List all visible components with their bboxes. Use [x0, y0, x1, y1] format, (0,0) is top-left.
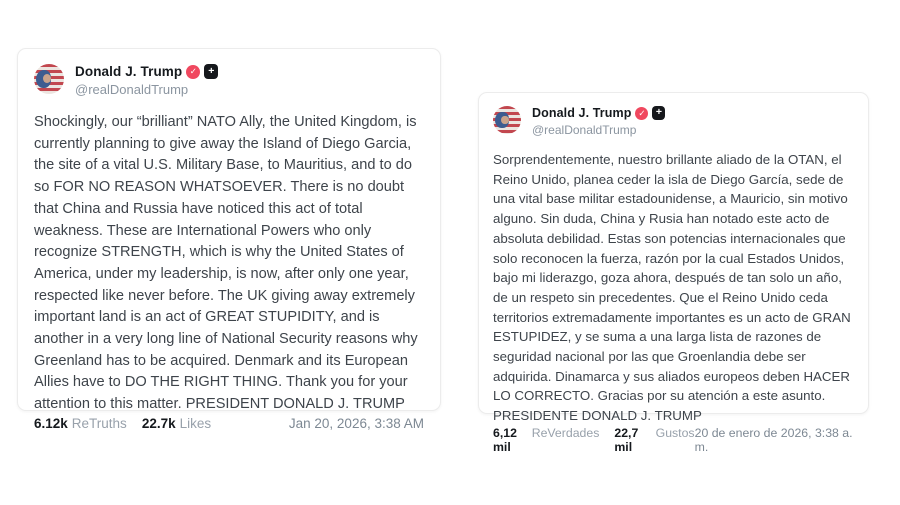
retruths-stat[interactable] [34, 416, 127, 431]
reverdades-count: 6,12 mil [493, 425, 517, 454]
reverdades-label: ReVerdades [531, 425, 600, 440]
post-timestamp[interactable]: Jan 20, 2026, 3:38 AM [288, 415, 424, 431]
post-header [493, 106, 854, 137]
retruths-label: ReTruths [71, 415, 127, 431]
author-handle[interactable]: @realDonaldTrump [75, 82, 189, 97]
author-handle[interactable]: @realDonaldTrump [532, 123, 637, 137]
author-name[interactable]: Donald J. Trump [532, 106, 632, 120]
likes-count: 22.7k [141, 415, 176, 431]
author-name[interactable]: Donald J. Trump [75, 64, 183, 79]
plus-badge-icon: + [204, 64, 218, 79]
avatar[interactable] [493, 106, 521, 134]
post-timestamp[interactable]: 20 de enero de 2026, 3:38 a. m. [694, 425, 853, 454]
truth-post-card-spanish [478, 92, 869, 454]
post-footer [34, 416, 424, 431]
likes-stat[interactable] [142, 416, 211, 431]
post-body-text: Shockingly, our “brilliant” NATO Ally, the United Kingdom, is currently planning to give away the Island of Diego Garcia, the site of a vital U.S. Military Base, to Mauritius, and to do so FOR NO REASON WHATSOEVER. There is no doubt that China and Russia have noticed this act of total weakness. These are International Powers who only recognize STRENGTH, which is why the United States of America, under my leadership, is now, after only one year, respected like never before. The UK giving away extremely important land is an act of GREAT STUPIDITY, and is another in a very long line of National Security reasons why Greenland has to be acquired. Denmark and its European Allies have to DO THE RIGHT THING. Thank you for your attention to this matter. PRESIDENT DONALD J. TRUMP [34, 114, 418, 413]
post-body-text: Sorprendentemente, nuestro brillante aliado de la OTAN, el Reino Unido, planea ceder la isla de Diego García, sede de una vital base militar estadounidense, a Mauricio, sin motivo alguno. Sin duda, China y Rusia han notado este acto de absoluta debilidad. Estas son potencias internacionales que solo reconocen la fuerza, razón por la cual Estados Unidos, bajo mi liderazgo, goza ahora, después de tan solo un año, de un respeto sin precedentes. Que el Reino Unido ceda territorios extremadamente importantes es un acto de GRAN ESTUPIDEZ, y se suma a una larga lista de razones de seguridad nacional por las que Groenlandia debe ser adquirida. Dinamarca y sus aliados europeos deben HACER LO CORRECTO. Gracias por su atención a este asunto. PRESIDENTE DONALD J. TRUMP [493, 152, 851, 424]
avatar[interactable] [34, 64, 64, 94]
author-name-row [75, 64, 218, 79]
post-header [34, 64, 424, 97]
reverdades-stat[interactable] [493, 426, 599, 454]
truth-post-card-english [17, 48, 441, 431]
post-footer [493, 426, 854, 454]
likes-label: Likes [179, 415, 212, 431]
gustos-count: 22,7 mil [614, 425, 639, 454]
verified-badge-icon: ✓ [186, 65, 200, 79]
verified-badge-icon: ✓ [635, 107, 648, 120]
gustos-label: Gustos [655, 425, 695, 440]
retruths-count: 6.12k [34, 415, 68, 431]
gustos-stat[interactable] [614, 426, 694, 454]
author-block [532, 106, 665, 137]
plus-badge-icon: + [652, 106, 665, 120]
author-block [75, 64, 218, 97]
author-name-row [532, 106, 665, 120]
